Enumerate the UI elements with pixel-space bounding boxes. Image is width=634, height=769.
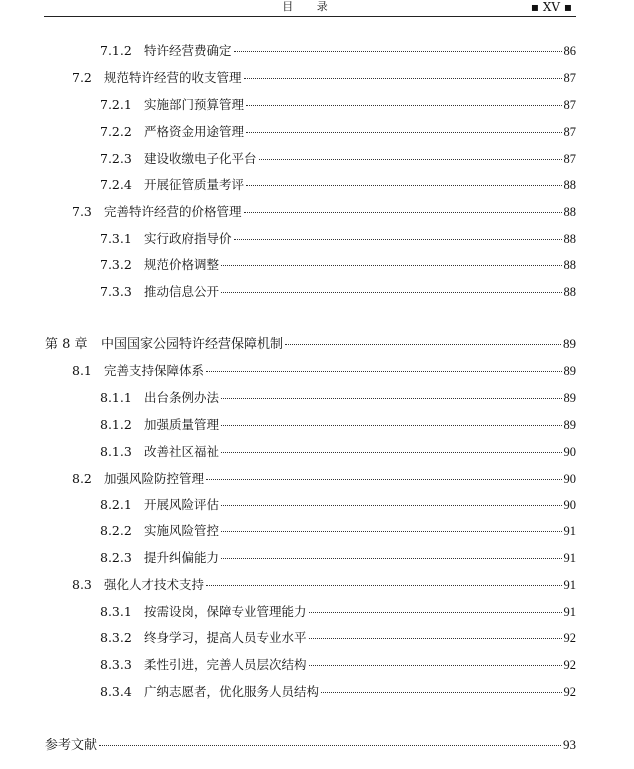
toc-leader-dots (259, 159, 562, 160)
toc-entry-page: 91 (563, 551, 576, 565)
toc-leader-dots (221, 452, 561, 453)
toc-entry-page: 91 (563, 524, 576, 538)
toc-entry-8-1-3[interactable] (100, 443, 576, 461)
toc-entry-number: 第 8 章 (45, 337, 88, 352)
toc-leader-dots (221, 292, 561, 293)
toc-entry-page: 88 (563, 178, 576, 192)
toc-entry-page: 93 (563, 737, 576, 752)
toc-leader-dots (221, 265, 561, 266)
toc-entry-title: 广纳志愿者，优化服务人员结构 (144, 684, 320, 699)
toc-leader-dots (99, 745, 561, 746)
toc-entry-page: 87 (563, 98, 576, 112)
toc-entry-title: 按需设岗，保障专业管理能力 (144, 604, 307, 619)
toc-entry-title: 实施部门预算管理 (144, 97, 245, 112)
toc-entry-title: 开展风险评估 (144, 497, 220, 512)
toc-entry-page: 88 (563, 205, 576, 219)
toc-entry-page: 88 (563, 285, 576, 299)
toc-entry-number: 7.2 (72, 70, 92, 85)
toc-leader-dots (285, 344, 561, 345)
toc-leader-dots (246, 132, 561, 133)
toc-entry-page: 91 (563, 605, 576, 619)
toc-entry-title: 强化人才技术支持 (104, 577, 205, 592)
toc-entry-number: 7.2.4 (100, 177, 132, 192)
toc-entry-title: 出台条例办法 (144, 390, 220, 405)
toc-entry-number: 8.1 (72, 363, 92, 378)
toc-entry-title: 参考文献 (45, 738, 98, 753)
toc-leader-dots (309, 612, 562, 613)
toc-entry-title: 建设收缴电子化平台 (144, 151, 257, 166)
toc-entry-page: 91 (563, 578, 576, 592)
toc-entry-number: 8.2.2 (100, 523, 132, 538)
toc-entry-page: 88 (563, 258, 576, 272)
toc-entry-8-2-2[interactable] (100, 522, 576, 540)
toc-entry-title: 柔性引进，完善人员层次结构 (144, 657, 307, 672)
toc-entry-8-2-3[interactable] (100, 549, 576, 567)
toc-entry-page: 89 (563, 391, 576, 405)
toc-entry-page: 89 (563, 364, 576, 378)
toc-entry-title: 推动信息公开 (144, 284, 220, 299)
toc-entry-8-2[interactable] (72, 470, 576, 488)
toc-entry-number: 7.3.1 (100, 231, 132, 246)
toc-entry-number: 8.3.3 (100, 657, 132, 672)
toc-entry-title: 特许经营费确定 (144, 43, 232, 58)
toc-entry-title: 规范价格调整 (144, 257, 220, 272)
toc-entry-number: 7.3.3 (100, 284, 132, 299)
toc-entry-title: 严格资金用途管理 (144, 124, 245, 139)
toc-leader-dots (221, 505, 561, 506)
toc-entry-7-3[interactable] (72, 203, 576, 221)
toc-entry-8-1-2[interactable] (100, 416, 576, 434)
toc-entry-title: 完善特许经营的价格管理 (104, 204, 242, 219)
toc-leader-dots (246, 185, 561, 186)
toc-entry-page: 92 (563, 658, 576, 672)
toc-leader-dots (221, 398, 561, 399)
toc-entry-number: 7.2.2 (100, 124, 132, 139)
toc-entry-title: 实施风险管控 (144, 523, 220, 538)
toc-entry-number: 8.3.4 (100, 684, 132, 699)
toc-entry-page: 90 (563, 445, 576, 459)
toc-entry-7-2-4[interactable] (100, 176, 576, 194)
toc-entry-8-3-2[interactable] (100, 629, 576, 647)
toc-leader-dots (234, 239, 562, 240)
toc-entry-page: 87 (563, 152, 576, 166)
toc-entry-8-3-3[interactable] (100, 656, 576, 674)
toc-entry-8-1[interactable] (72, 362, 576, 380)
toc-entry-7-2-2[interactable] (100, 123, 576, 141)
toc-entry-number: 8.1.3 (100, 444, 132, 459)
toc-entry-number: 7.1.2 (100, 43, 132, 58)
toc-entry-references[interactable] (45, 736, 576, 755)
toc-leader-dots (221, 531, 561, 532)
toc-entry-page: 87 (563, 71, 576, 85)
toc-entry-page: 88 (563, 232, 576, 246)
toc-entry-title: 完善支持保障体系 (104, 363, 205, 378)
toc-entry-title: 加强质量管理 (144, 417, 220, 432)
toc-entry-8-3[interactable] (72, 576, 576, 594)
toc-entry-7-1-2[interactable] (100, 42, 576, 60)
toc-entry-number: 8.2.3 (100, 550, 132, 565)
toc-entry-8-1-1[interactable] (100, 389, 576, 407)
toc-entry-page: 89 (563, 418, 576, 432)
toc-leader-dots (244, 212, 562, 213)
toc-entry-title: 实行政府指导价 (144, 231, 232, 246)
toc-entry-title: 终身学习，提高人员专业水平 (144, 630, 307, 645)
toc-entry-7-3-2[interactable] (100, 256, 576, 274)
toc-entry-number: 7.3.2 (100, 257, 132, 272)
toc-leader-dots (234, 51, 562, 52)
toc-entry-page: 90 (563, 498, 576, 512)
toc-entry-title: 改善社区福祉 (144, 444, 220, 459)
toc-entry-number: 8.1.2 (100, 417, 132, 432)
toc-entry-number: 8.3.1 (100, 604, 132, 619)
toc-leader-dots (309, 665, 562, 666)
toc-entry-8-3-1[interactable] (100, 603, 576, 621)
toc-entry-number: 8.2 (72, 471, 92, 486)
toc-entry-7-2[interactable] (72, 69, 576, 87)
toc-entry-7-2-3[interactable] (100, 150, 576, 168)
toc-entry-number: 8.1.1 (100, 390, 132, 405)
toc-entry-title: 开展征管质量考评 (144, 177, 245, 192)
header-title: 目 录 (282, 0, 338, 13)
toc-entry-number: 7.3 (72, 204, 92, 219)
toc-entry-title: 规范特许经营的收支管理 (104, 70, 242, 85)
toc-entry-page: 92 (563, 631, 576, 645)
toc-entry-page: 86 (563, 44, 576, 58)
toc-entry-number: 8.3 (72, 577, 92, 592)
toc-entry-number: 7.2.1 (100, 97, 132, 112)
toc-entry-7-3-1[interactable] (100, 230, 576, 248)
toc-entry-title: 加强风险防控管理 (104, 471, 205, 486)
toc-entry-7-3-3[interactable] (100, 283, 576, 301)
toc-leader-dots (221, 558, 561, 559)
toc-leader-dots (309, 638, 562, 639)
toc-entry-title: 中国国家公园特许经营保障机制 (101, 337, 284, 352)
toc-entry-8-3-4[interactable] (100, 683, 576, 701)
toc-leader-dots (246, 105, 561, 106)
toc-leader-dots (321, 692, 561, 693)
toc-entry-page: 89 (563, 336, 576, 351)
toc-entry-page: 90 (563, 472, 576, 486)
toc-entry-8-2-1[interactable] (100, 496, 576, 514)
toc-leader-dots (244, 78, 562, 79)
toc-entry-title: 提升纠偏能力 (144, 550, 220, 565)
toc-leader-dots (206, 371, 561, 372)
toc-leader-dots (206, 585, 561, 586)
header-page-number: ▪ XV ▪ (530, 0, 572, 14)
toc-entry-chapter-8[interactable] (45, 335, 576, 354)
toc-entry-page: 87 (563, 125, 576, 139)
toc-leader-dots (221, 425, 561, 426)
toc-entry-number: 8.3.2 (100, 630, 132, 645)
toc-entry-page: 92 (563, 685, 576, 699)
toc-entry-number: 8.2.1 (100, 497, 132, 512)
toc-entry-7-2-1[interactable] (100, 96, 576, 114)
toc-entry-number: 7.2.3 (100, 151, 132, 166)
toc-leader-dots (206, 479, 561, 480)
